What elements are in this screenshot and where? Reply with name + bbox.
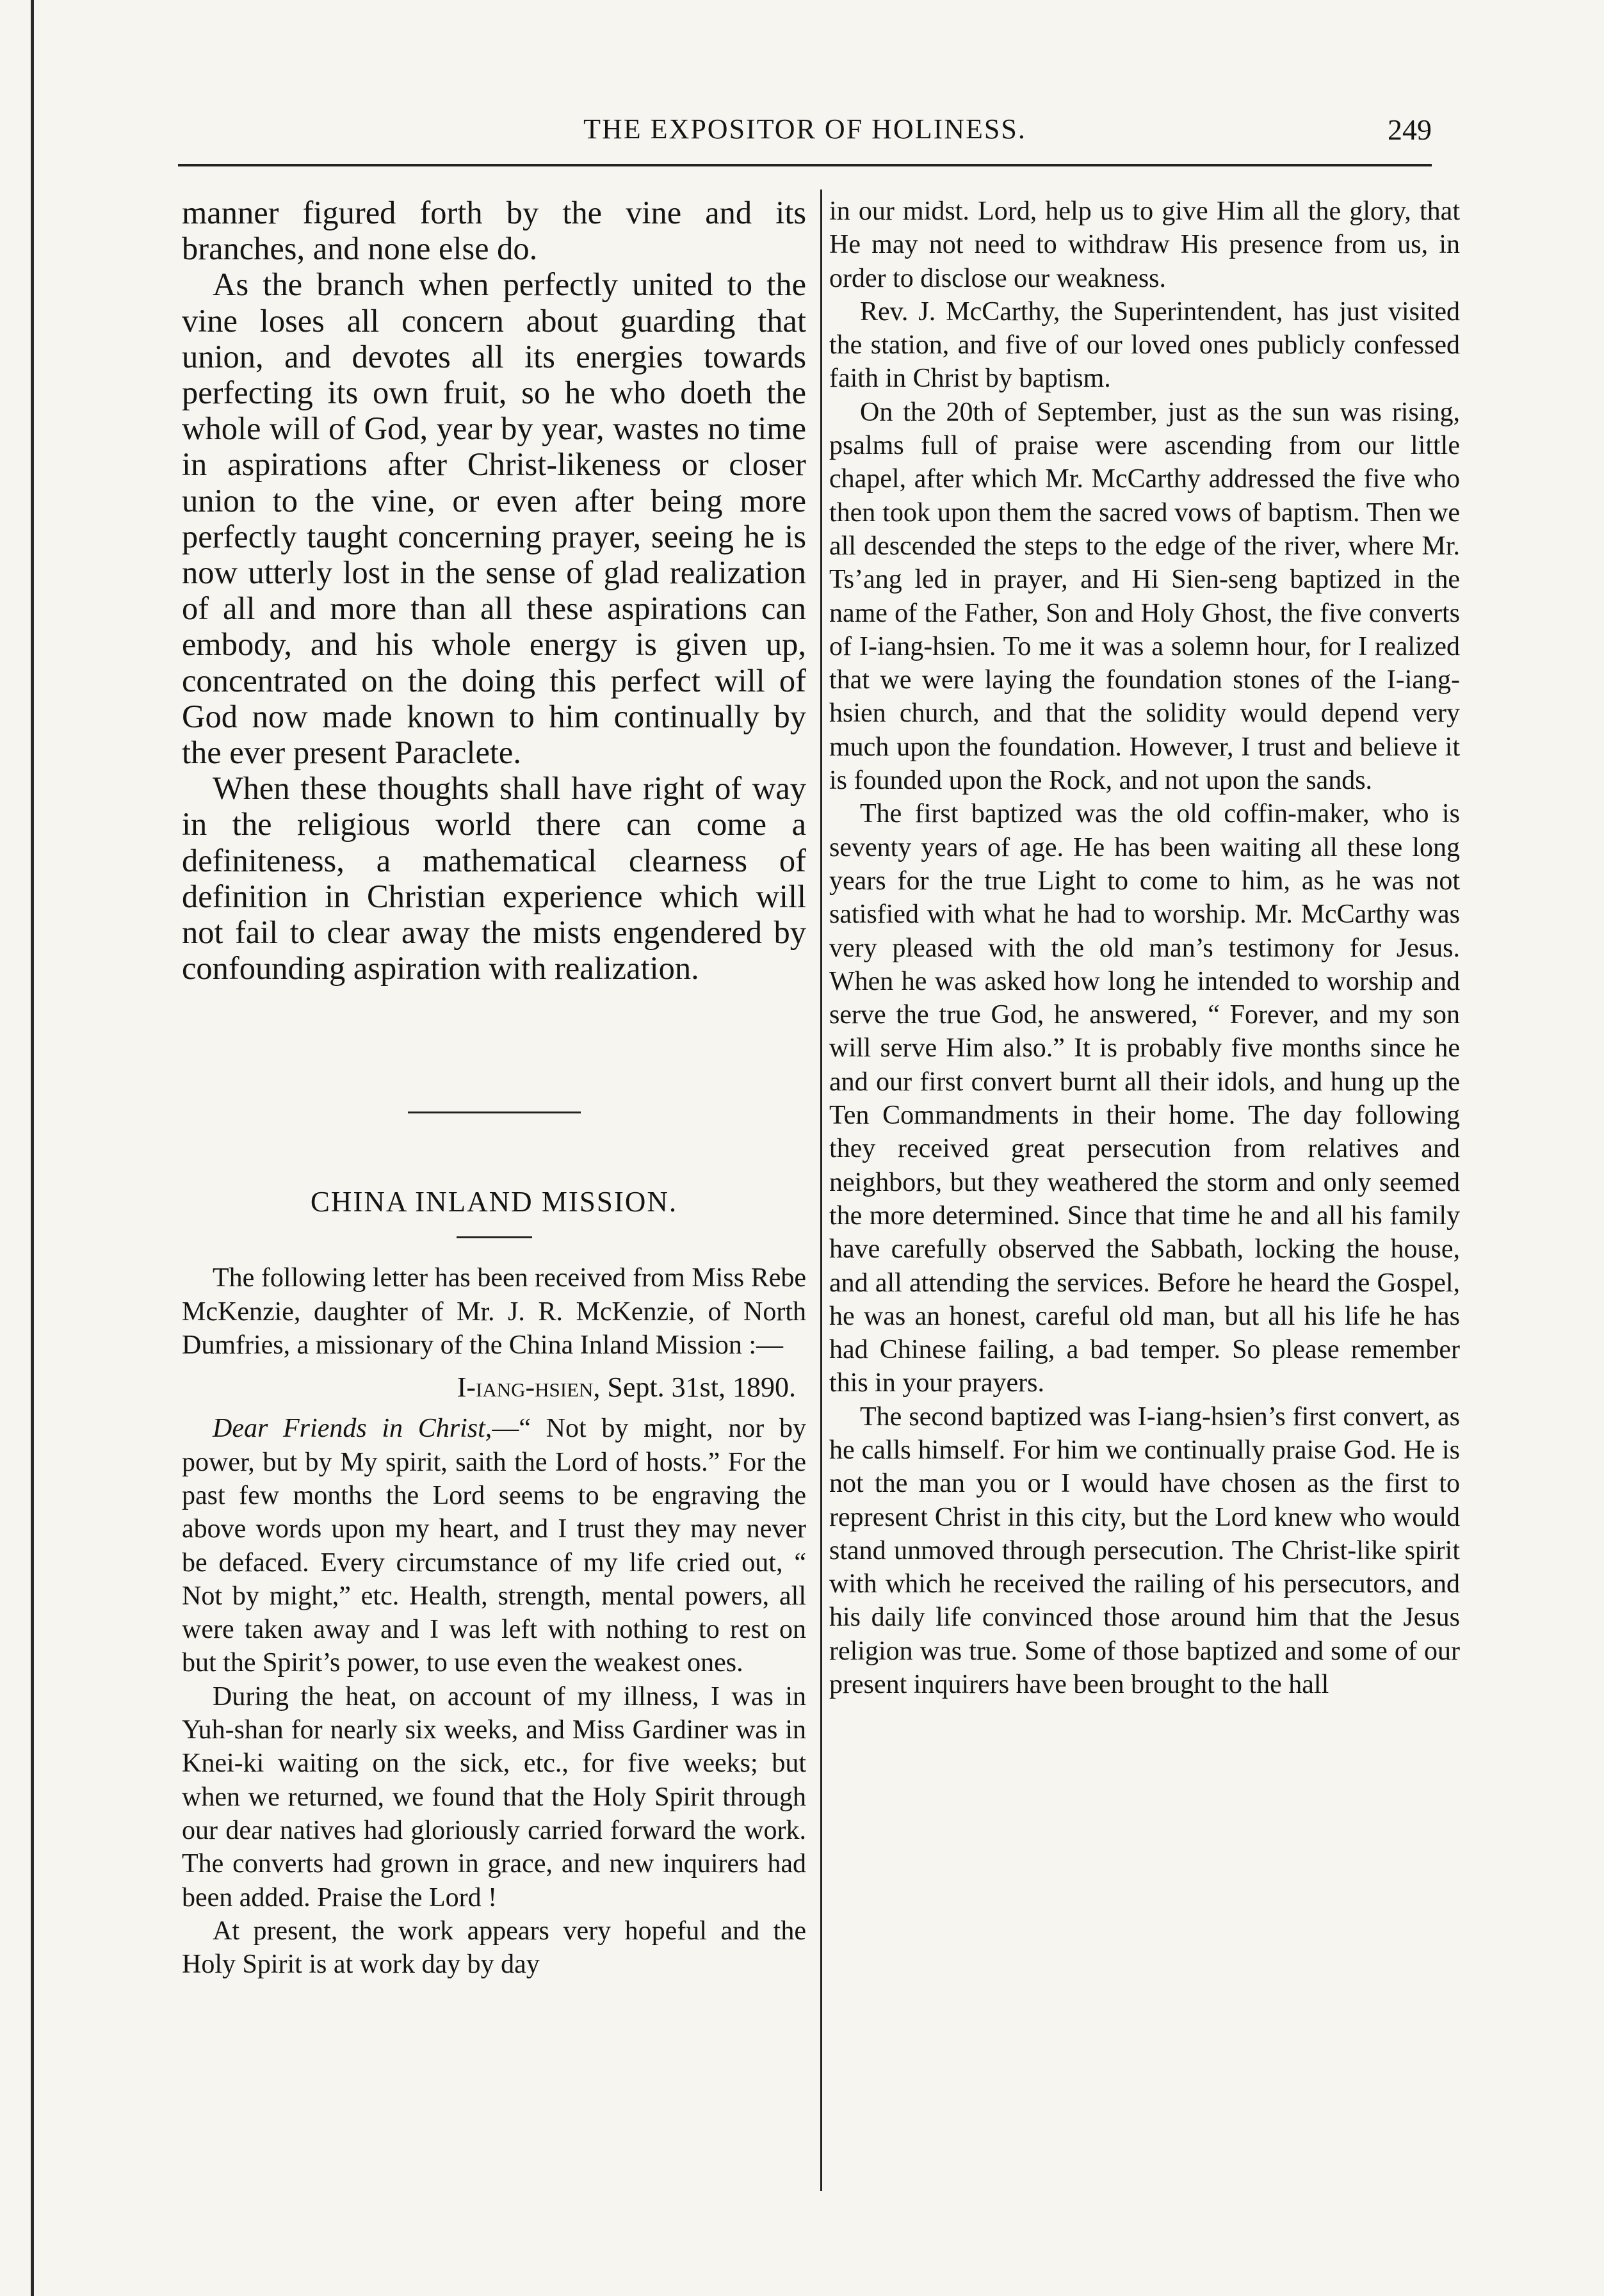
letter-intro: The following letter has been received from Miss Rebe McKenzie, daughter of Mr. J. R. McKenzie, of North Dumfries, a missionary of the China Inland Mission :— [182, 1263, 806, 1361]
paragraph: As the branch when perfectly united to the vine loses all concern about guarding that union, and devotes all its energies towards perfecting its own fruit, so he who doeth the whole will of God, year by year, wastes no time in aspirations after Christ-likeness or closer union to the vine, or even after being more perfectly taught concerning prayer, seeing he is now utterly lost in the sense of glad realization of all and more than all these aspirations can embody, and his whole energy is given up, concentrated on the doing this perfect will of God now made known to him continually by the ever present Paraclete. [182, 266, 806, 771]
letter-paragraph: in our midst. Lord, help us to give Him all the glory, that He may not need to withdraw His presence from us, in order to disclose our weakness. [829, 197, 1460, 293]
letter-paragraph: The second baptized was I-iang-hsien’s first convert, as he calls himself. For him we continually praise God. He is not the man you or I would have chosen as the first to represent Christ in this city, but the Lord knew who would stand unmoved through persecution. The Christ-like spirit with which he received the railing of his persecutors, and his daily life convinced those around him that the Jesus religion was true. Some of those baptized and some of our present inquirers have been brought to the hall [829, 1402, 1460, 1700]
column-divider [820, 190, 822, 2191]
letter-text: —“ Not by might, nor by power, but by My spirit, saith the Lord of hosts.” For the past few months the Lord seems to be engraving the above words upon my heart, and I trust they may never be defaced. Every circumstance of my life cried out, “ Not by might,” etc. Health, strength, mental powers, all were taken away and I was left with nothing to rest on but the Spirit’s power, to use even the weakest ones. [182, 1414, 806, 1678]
running-title: THE EXPOSITOR OF HOLINESS. [583, 113, 1026, 145]
salutation: Dear Friends in Christ, [213, 1414, 492, 1444]
letter-paragraph: At present, the work appears very hopeful and the Holy Spirit is at work day by day [182, 1916, 806, 1980]
letter-paragraph: The first baptized was the old coffin-maker, who is seventy years of age. He has been waiting all these long years for the true Light to come to him, as he was not satisfied with what he had to worship. Mr. McCarthy was very pleased with the old man’s testimony for Jesus. When he was asked how long he intended to worship and serve the true God, he answered, “ Forever, and my son will serve Him also.” It is probably five months since he and our first convert burnt all their idols, and hung up the Ten Commandments in their home. The day following they received great persecution from relatives and neighbors, but they weathered the storm and only seemed the more determined. Since that time he and all his family have carefully observed the Sabbath, locking the house, and all attending the services. Before he heard the Gospel, he was an honest, careful old man, but all his life he has had Chinese failing, a bad temper. So please remember this in your prayers. [829, 799, 1460, 1398]
dateline [182, 1368, 796, 1407]
binding-edge [31, 0, 34, 2296]
left-column [182, 195, 806, 1981]
header-rule [178, 164, 1432, 166]
dateline-place: I-iang-hsien, [457, 1371, 601, 1403]
dateline-date: Sept. 31st, 1890. [607, 1371, 796, 1403]
paragraph: When these thoughts shall have right of way in the religious world there can come a definiteness, a mathematical clearness of definition in Christian experience which will not fail to clear away the mists engendered by confounding aspiration with realization. [182, 770, 806, 987]
letter-paragraph: During the heat, on account of my illness, I was in Yuh-shan for nearly six weeks, and Miss Gardiner was in Knei-ki waiting on the sick, etc., for five weeks; but when we returned, we found that the Holy Spirit through our dear natives had gloriously carried forward the work. The converts had grown in grace, and new inquirers had been added. Praise the Lord ! [182, 1681, 806, 1912]
right-column [829, 195, 1460, 1701]
section-separator [408, 1112, 581, 1113]
letter-paragraph: On the 20th of September, just as the sun was rising, psalms full of praise were ascending from our little chapel, after which Mr. McCarthy addressed the five who then took upon them the sacred vows of baptism. Then we all descended the steps to the edge of the river, where Mr. Ts’ang led in prayer, and Hi Sien-seng baptized in the name of the Father, Son and Holy Ghost, the five converts of I-iang-hsien. To me it was a solemn hour, for I realized that we were laying the foundation stones of the I-iang-hsien church, and that the solidity would depend very much upon the foundation. However, I trust and believe it is founded upon the Rock, and not upon the sands. [829, 397, 1460, 796]
letter-paragraph: Rev. J. McCarthy, the Superintendent, has just visited the station, and five of our loved ones publicly confessed faith in Christ by baptism. [829, 296, 1460, 394]
paragraph: manner figured forth by the vine and its branches, and none else do. [182, 195, 806, 267]
page-number: 249 [1388, 113, 1432, 146]
page-header [178, 108, 1432, 159]
letter-paragraph [182, 1412, 806, 1679]
section-title: CHINA INLAND MISSION. [310, 1186, 678, 1218]
title-rule [457, 1236, 532, 1238]
